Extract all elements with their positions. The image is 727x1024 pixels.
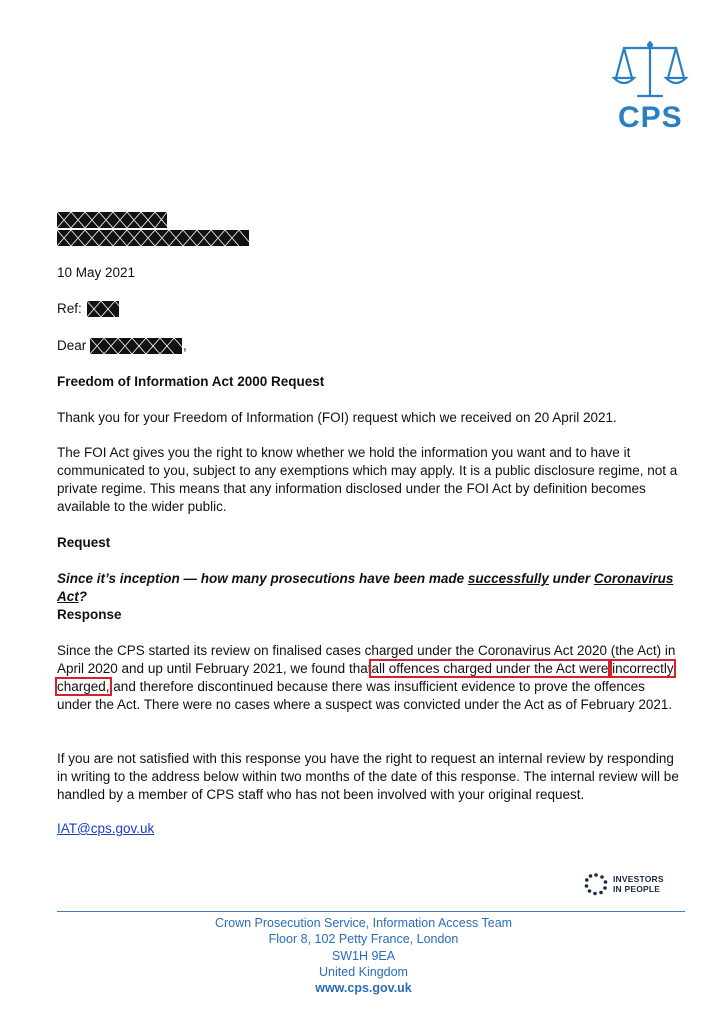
email-line bbox=[57, 820, 682, 838]
highlighted-finding-part1: all offences charged under the Act were bbox=[371, 661, 609, 676]
highlighted-finding-part2: incorrectly charged, bbox=[57, 661, 674, 694]
response-part1: Since the CPS started its review on finalised cases charged under the Coronavirus Act 2020 (the Act) in April 2020 and up until February 2021, we found that bbox=[57, 643, 676, 676]
request-part1: Since it’s inception — how many prosecutions have been made bbox=[57, 571, 468, 586]
thank-you-paragraph: Thank you for your Freedom of Information (FOI) request which we received on 20 April 2021. bbox=[57, 410, 617, 425]
investors-in-people-icon bbox=[583, 872, 609, 896]
ref-line bbox=[57, 300, 682, 318]
foi-act-paragraph: The FOI Act gives you the right to know whether we hold the information you want and to have it communicated to you, subject to any exemptions which may apply. It is a public disclosure regime, not a private regime. This means that any information disclosed under the FOI Act by definition becomes available to the wider public. bbox=[57, 445, 678, 514]
ref-label: Ref: bbox=[57, 301, 82, 316]
cps-logo bbox=[610, 38, 690, 138]
investors-line2: IN PEOPLE bbox=[613, 884, 661, 894]
redacted-ref bbox=[87, 301, 119, 317]
footer-line-organisation: Crown Prosecution Service, Information Access Team bbox=[214, 916, 513, 930]
salutation-comma: , bbox=[183, 338, 187, 353]
salutation bbox=[57, 337, 682, 355]
redacted-salutation-name bbox=[90, 338, 182, 354]
investors-in-people-logo bbox=[583, 872, 678, 896]
investors-in-people-text bbox=[613, 874, 664, 894]
request-heading: Request bbox=[57, 535, 111, 550]
response-part2: and therefore discontinued because there was insufficient evidence to prove the offences under the Act. There were no cases where a suspect was convicted under the Act as of February 2021. bbox=[57, 679, 673, 712]
footer-line-country: United Kingdom bbox=[319, 964, 408, 979]
email-link[interactable]: IAT@cps.gov.uk bbox=[57, 821, 155, 836]
request-underlined-coronavirus-act: Coronavirus Act bbox=[57, 571, 674, 604]
investors-line1: INVESTORS bbox=[613, 874, 664, 884]
footer-website-link[interactable]: www.cps.gov.uk bbox=[315, 981, 412, 996]
redacted-name bbox=[57, 212, 167, 228]
letter-date: 10 May 2021 bbox=[57, 265, 136, 280]
request-text bbox=[57, 570, 682, 606]
request-part2: under bbox=[548, 571, 594, 586]
redacted-address bbox=[57, 230, 249, 246]
response-text bbox=[57, 642, 682, 714]
footer-divider bbox=[57, 911, 685, 912]
footer-line-postcode: SW1H 9EA bbox=[331, 948, 396, 963]
dear-label: Dear bbox=[57, 338, 87, 353]
request-part3: ? bbox=[78, 589, 88, 604]
redaction-pattern bbox=[57, 212, 167, 228]
internal-review-paragraph: If you are not satisfied with this response you have the right to request an internal review by responding in writing to the address below within two months of the date of this response. The internal review will be handled by a member of CPS staff who has not been involved with your original request. bbox=[57, 751, 679, 802]
request-underlined-successfully: successfully bbox=[467, 571, 549, 586]
response-heading: Response bbox=[57, 607, 122, 622]
letter-heading: Freedom of Information Act 2000 Request bbox=[57, 374, 325, 389]
redaction-pattern bbox=[57, 230, 249, 246]
cps-logo-text: CPS bbox=[618, 101, 683, 134]
footer-address bbox=[0, 915, 727, 996]
footer-line-street: Floor 8, 102 Petty France, London bbox=[268, 932, 459, 947]
